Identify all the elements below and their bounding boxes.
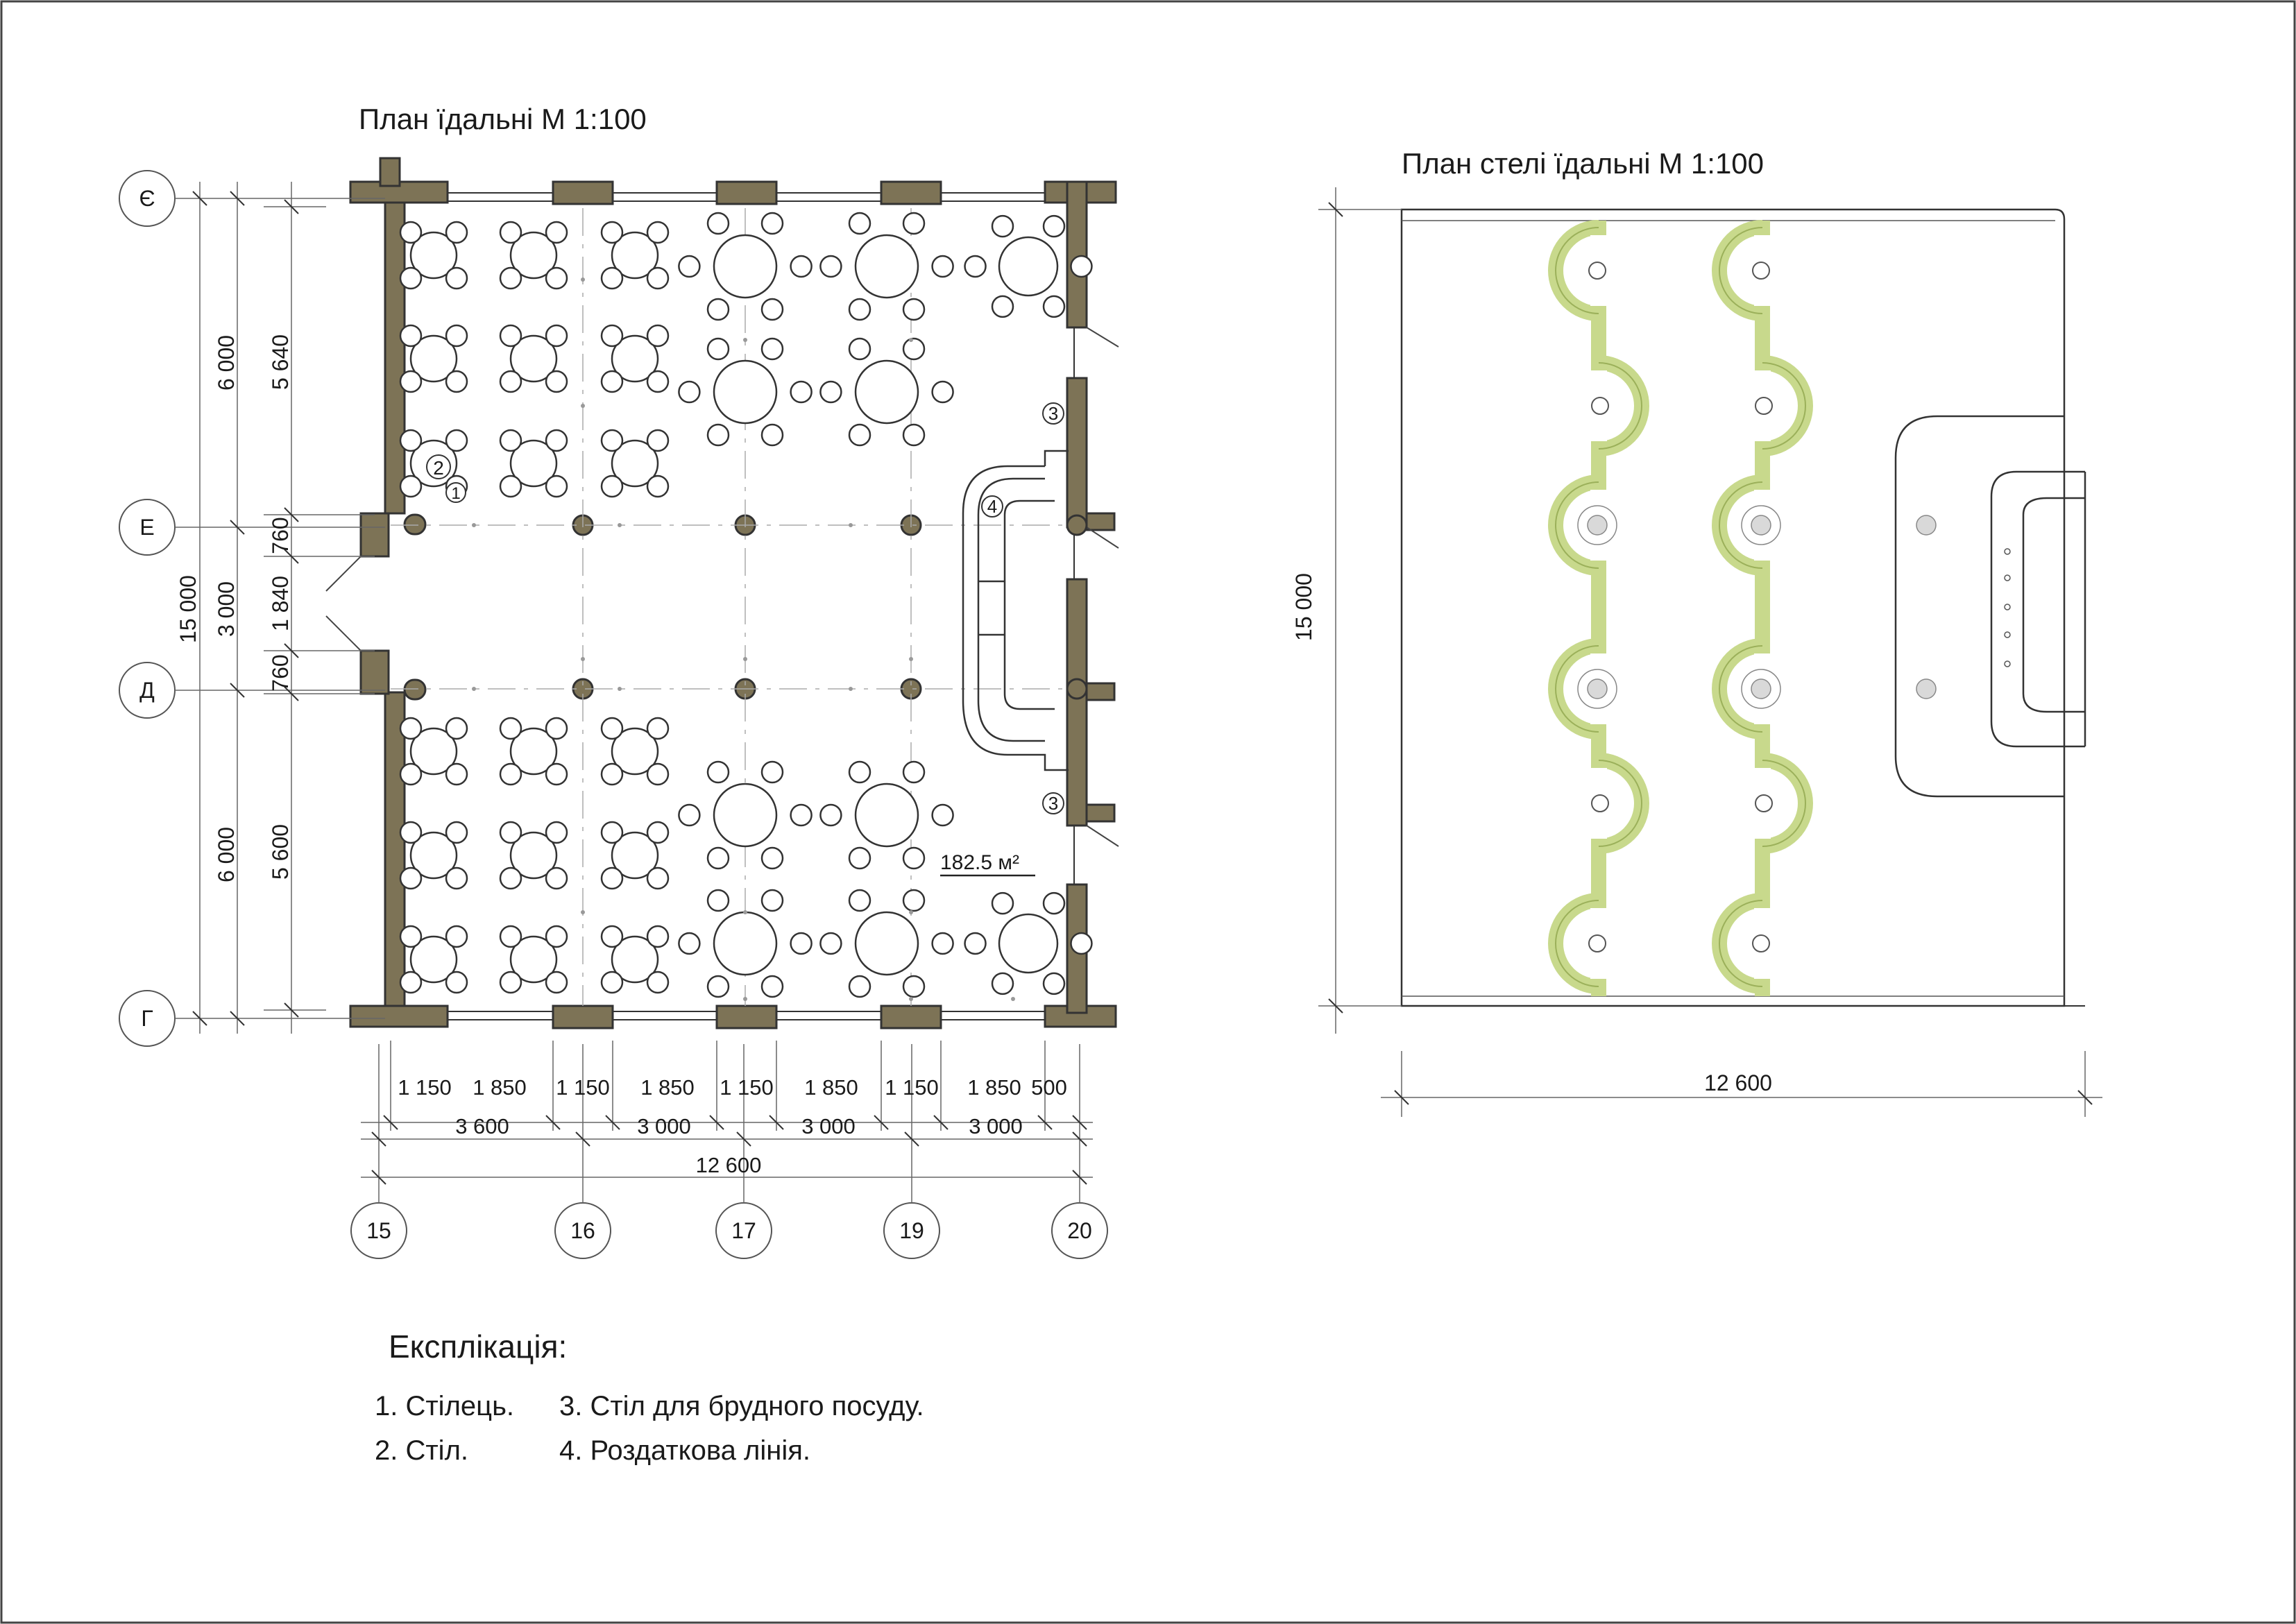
legend-item-4: 4. Роздаткова лінія. [559, 1435, 811, 1466]
dim-left-total: 15 000 [176, 575, 201, 643]
marker-dirty-table-bottom: 3 [1048, 793, 1059, 814]
table-set-small [400, 222, 467, 289]
dim-bottom-a8: 1 850 [967, 1075, 1021, 1100]
table-set-small [602, 718, 668, 785]
dim-left-inner-1: 5 640 [268, 334, 293, 391]
dim-bottom-a4: 1 850 [640, 1075, 695, 1100]
legend-item-2: 2. Стіл. [375, 1435, 469, 1466]
dim-left-inner-5: 5 600 [268, 823, 293, 880]
table-set-small [602, 926, 668, 993]
axis-col-19: 19 [899, 1218, 924, 1243]
dim-bottom-b2: 3 000 [637, 1114, 691, 1138]
ceiling-dim-width: 12 600 [1704, 1070, 1772, 1095]
table-set-small [602, 430, 668, 497]
dim-bottom-a5: 1 150 [720, 1075, 774, 1100]
dim-left-outer-1: 6 000 [214, 334, 239, 391]
axis-row-h: Г [141, 1006, 153, 1031]
table-set-small [500, 718, 567, 785]
ceiling-dim-height: 15 000 [1291, 573, 1316, 641]
table-set-small [500, 222, 567, 289]
axis-row-d: Д [139, 678, 155, 703]
dim-bottom-a3: 1 150 [556, 1075, 610, 1100]
table-set-small [500, 822, 567, 889]
table-set-small [400, 822, 467, 889]
table-set-small [400, 926, 467, 993]
marker-table: 2 [433, 457, 444, 479]
dim-bottom-a1: 1 150 [398, 1075, 452, 1100]
axis-col-15: 15 [366, 1218, 391, 1243]
dim-bottom-b3: 3 000 [801, 1114, 856, 1138]
table-set-small [400, 325, 467, 392]
marker-chair: 1 [451, 484, 461, 503]
ceiling-plan [1291, 187, 2102, 1117]
axis-col-16: 16 [570, 1218, 595, 1243]
dim-left-inner-2: 760 [268, 517, 293, 554]
area-label: 182.5 м² [940, 851, 1020, 874]
dim-left-outer-3: 6 000 [214, 826, 239, 883]
dim-bottom-b1: 3 600 [455, 1114, 509, 1138]
dim-left-inner-3: 1 840 [268, 575, 293, 632]
legend-item-1: 1. Стілець. [375, 1391, 515, 1421]
marker-dirty-table-top: 3 [1048, 403, 1059, 424]
dim-bottom-a2: 1 850 [473, 1075, 527, 1100]
table-set-small [400, 718, 467, 785]
table-set-small [500, 430, 567, 497]
dim-bottom-a6: 1 850 [804, 1075, 858, 1100]
dim-left-inner-4: 760 [268, 654, 293, 692]
table-set-small [602, 325, 668, 392]
plan-title: План їдальні М 1:100 [359, 103, 647, 135]
dim-left-outer-2: 3 000 [214, 581, 239, 638]
axis-row-ye: Є [139, 186, 155, 211]
dim-bottom-a9: 500 [1031, 1075, 1067, 1100]
axis-col-17: 17 [731, 1218, 756, 1243]
legend-item-3: 3. Стіл для брудного посуду. [559, 1391, 924, 1421]
floor-plan [326, 158, 1119, 1028]
dim-bottom-total: 12 600 [695, 1153, 762, 1177]
dim-bottom-a7: 1 150 [885, 1075, 939, 1100]
dim-bottom-b4: 3 000 [969, 1114, 1023, 1138]
table-set-small [602, 822, 668, 889]
axis-col-20: 20 [1067, 1218, 1092, 1243]
legend-title: Експлікація: [389, 1328, 568, 1365]
table-set-small [500, 926, 567, 993]
ceiling-plan-title: План стелі їдальні М 1:100 [1402, 147, 1764, 180]
table-set-small [500, 325, 567, 392]
axis-row-e: Е [139, 515, 155, 540]
marker-serving-line: 4 [987, 496, 998, 517]
table-set-small [602, 222, 668, 289]
